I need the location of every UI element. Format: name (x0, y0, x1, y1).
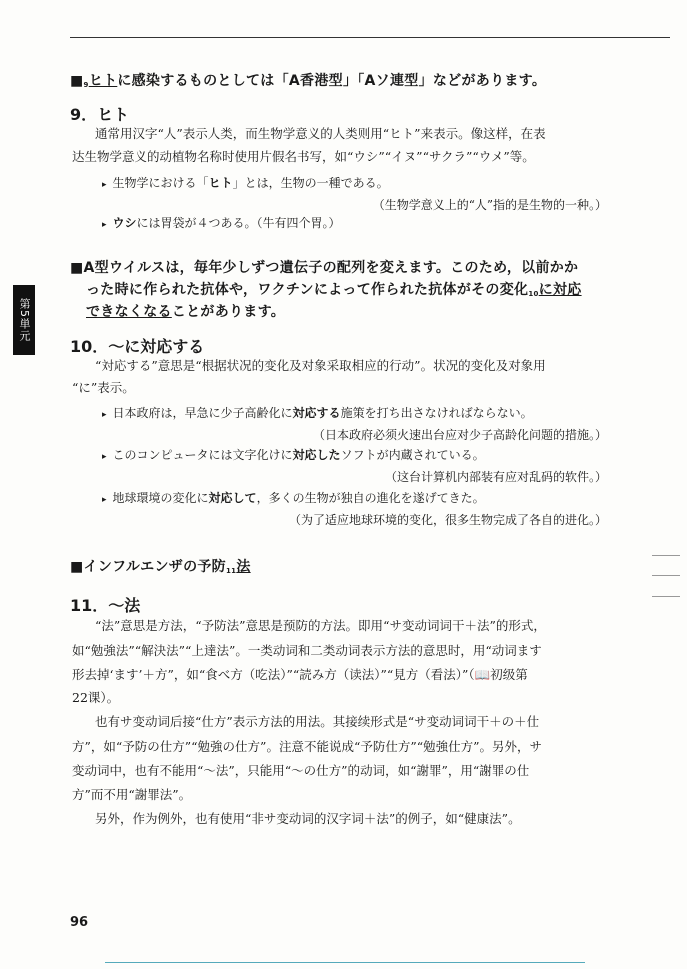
item11-para-line: 另外，作为例外，也有使用“非サ变动词的汉字词＋法”的例子，如“健康法”。 (95, 811, 521, 826)
item11-para-line: 变动词中，也有不能用“～法”，只能用“～の仕方”的动词，如“謝罪”，用“謝罪の仕 (72, 763, 530, 778)
scan-mark (652, 555, 680, 556)
item11-para-line: “法”意思是方法，“予防法”意思是预防的方法。即用“サ变动词词干＋法”的形式， (95, 618, 546, 633)
item9-para-line: 达生物学意义的动植物名称时使用片假名书写，如“ウシ”“イヌ”“サクラ”“ウメ”等。 (72, 149, 535, 164)
item11-para-line: 方”而不用“謝罪法”。 (72, 787, 192, 802)
item10-para-line: “対応する”意思是“根据状况的变化及对象采取相应的行动”。状况的变化及对象用 (95, 358, 546, 373)
item11-para-line: 也有サ变动词后接“仕方”表示方法的用法。其接续形式是“サ变动词词干＋の＋仕 (95, 714, 540, 729)
bullet-icon: ▸ (102, 410, 107, 420)
item10-translation-2: （这台计算机内部装有应对乱码的软件。） (384, 470, 607, 484)
item11-para-line: 22课）。 (72, 690, 120, 705)
item10-para-line: “に”表示。 (72, 380, 135, 395)
item11-para-line: 形去掉‘ます’＋方”，如“食べ方（吃法）”“読み方（读法）”“見方（看法）”（📖初级第 (72, 667, 528, 682)
scan-mark (652, 575, 680, 576)
item10-heading: 10．～に対応する (70, 337, 205, 356)
item10-example-1: ▸ 日本政府は，早急に少子高齢化に対応する施策を打ち出さなければならない。 (102, 406, 533, 420)
bullet-icon: ▸ (102, 452, 107, 462)
section-c-heading: ■インフルエンザの予防11法 (70, 559, 251, 575)
scan-mark (652, 596, 680, 597)
item11-heading: 11．～法 (70, 596, 141, 615)
item11-para-line: 如“勉強法”“解決法”“上達法”。一类动词和二类动词表示方法的意思时，用“动词ます (72, 643, 542, 658)
bullet-icon: ▸ (102, 180, 107, 190)
item9-example-2: ▸ ウシには胃袋が４つある。（牛有四个胃。） (102, 216, 341, 230)
item11-para-line: 方”，如“予防の仕方”“勉強の仕方”。注意不能说成“予防仕方”“勉強仕方”。另外，サ (72, 739, 543, 754)
item10-translation-3: （为了适应地球环境的变化，很多生物完成了各自的进化。） (288, 513, 607, 527)
section-a-heading: ■9ヒトに感染するものとしては「A香港型」「Aソ連型」などがあります。 (70, 73, 547, 89)
unit-side-tab: 第5単元 (13, 285, 35, 355)
page-number: 96 (70, 915, 89, 930)
item10-example-2: ▸ このコンピュータには文字化けに対応したソフトが内蔵されている。 (102, 448, 485, 462)
bullet-icon: ▸ (102, 220, 107, 230)
section-b-line: できなくなることがあります。 (86, 304, 286, 320)
section-b-line: ■A型ウイルスは，毎年少しずつ遺伝子の配列を変えます。このため，以前かか (70, 260, 579, 276)
item9-heading: 9．ヒト (70, 105, 130, 124)
item9-translation-1: （生物学意义上的“人”指的是生物的一种。） (372, 198, 607, 212)
item10-example-3: ▸ 地球環境の変化に対応して，多くの生物が独自の進化を遂げてきた。 (102, 491, 485, 505)
item9-example-1: ▸ 生物学における「ヒト」とは，生物の一種である。 (102, 176, 389, 190)
bullet-icon: ▸ (102, 495, 107, 505)
section-b-line: った時に作られた抗体や，ワクチンによって作られた抗体がその変化10に対応 (86, 282, 582, 298)
bottom-rule (105, 962, 585, 963)
top-rule (70, 37, 670, 38)
item9-para-line: 通常用汉字“人”表示人类，而生物学意义的人类则用“ヒト”来表示。像这样，在表 (95, 126, 546, 141)
item10-translation-1: （日本政府必须火速出台应对少子高龄化问题的措施。） (312, 428, 607, 442)
